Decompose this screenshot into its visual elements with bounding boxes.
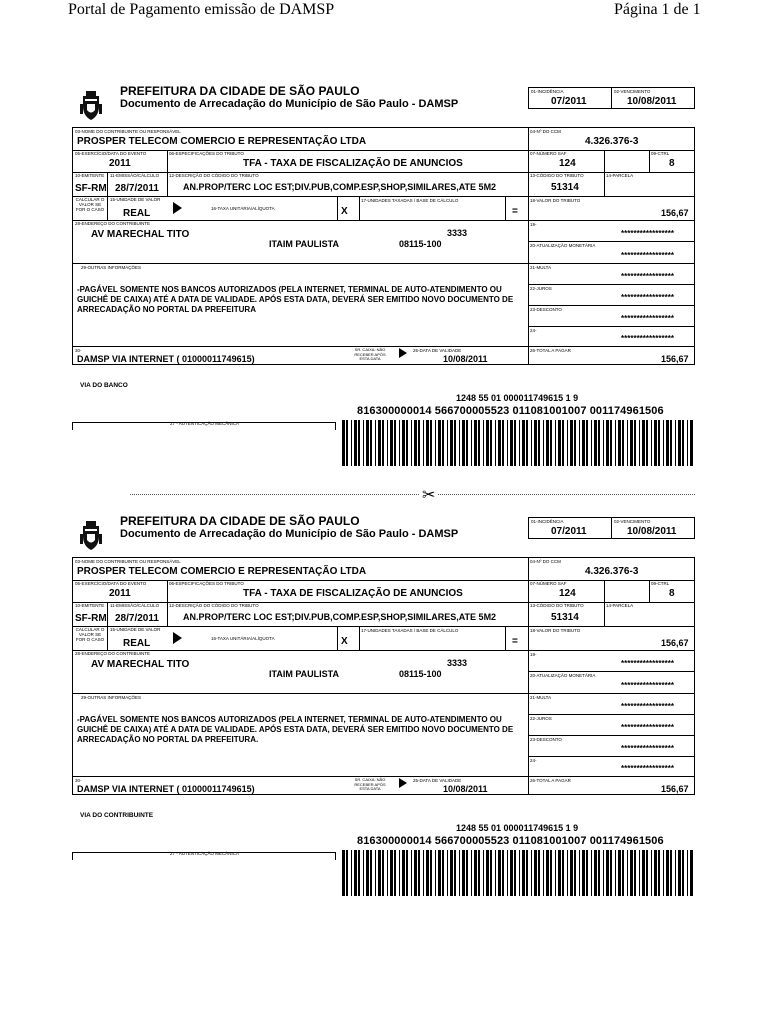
especificacoes-label: 06-ESPECIFICAÇÕES DO TRIBUTO	[169, 581, 244, 586]
ctrl-label: 09-CTRL	[651, 581, 670, 586]
cut-line	[130, 494, 695, 495]
caixa-label: SR. CAIXA: NÃO RECEBER APÓS ESTA DATA	[354, 347, 386, 361]
caixa-label: SR. CAIXA: NÃO RECEBER APÓS ESTA DATA	[354, 777, 386, 791]
vencimento-value: 10/08/2011	[627, 96, 677, 107]
document-subtitle: Documento de Arrecadação do Município de São Paulo - DAMSP	[120, 98, 459, 110]
equals-sign: =	[512, 206, 518, 217]
ccm-value: 4.326.376-3	[585, 136, 639, 147]
emissao-value: 28/7/2011	[115, 183, 159, 194]
total-label: 26-TOTAL A PAGAR	[530, 778, 571, 783]
multa-value: *****************	[621, 702, 674, 711]
page-title: Portal de Pagamento emissão de DAMSP	[68, 1, 335, 18]
descricao-label: 12-DESCRIÇÃO DO CÓDIGO DO TRIBUTO	[169, 173, 259, 178]
field-19-label: 19-	[530, 652, 537, 657]
ctrl-value: 8	[669, 158, 675, 169]
barcode	[340, 420, 695, 466]
bairro-value: ITAIM PAULISTA	[269, 239, 339, 249]
desconto-value: *****************	[621, 314, 674, 323]
desconto-label: 23-DESCONTO	[530, 737, 562, 742]
outras-informacoes: -PAGÁVEL SOMENTE NOS BANCOS AUTORIZADOS (PELA INTERNET, TERMINAL DE AUTO-ATENDIMENTO OU GUICHÊ DE CAIXA) ATÉ A DATA DE VALIDADE. APÓS ESTA DATA, DEVERÁ SER EMITIDO NOVO DOCUMENTO DE ARRECADAÇÃO NO PORTAL DA PREFEITURA	[77, 285, 514, 314]
unidade-label: 15-UNIDADE DE VALOR	[110, 627, 161, 632]
nome-label: 03-NOME DO CONTRIBUINTE OU RESPONSÁVEL	[75, 129, 181, 134]
desconto-label: 23-DESCONTO	[530, 307, 562, 312]
multa-value: *****************	[621, 272, 674, 281]
emissao-label: 11-EMISSÃO/CÁLCULO	[110, 603, 160, 608]
calcular-label: CALCULAR O VALOR SE FOR O CASO	[75, 197, 105, 212]
taxa-label: 16-TAXA UNITÁRIA/ALÍQUOTA	[211, 206, 275, 211]
outras-informacoes: -PAGÁVEL SOMENTE NOS BANCOS AUTORIZADOS (PELA INTERNET, TERMINAL DE AUTO-ATENDIMENTO OU GUICHÊ DE CAIXA) ATÉ A DATA DE VALIDADE. APÓS ESTA DATA, DEVERÁ SER EMITIDO NOVO DOCUMENTO DE ARRECADAÇÃO NO PORTAL DA PREFEITURA.	[77, 715, 514, 744]
ctrl-label: 09-CTRL	[651, 151, 670, 156]
especificacoes-value: TFA - TAXA DE FISCALIZAÇÃO DE ANUNCIOS	[243, 588, 463, 599]
endereco-label: 28-ENDEREÇO DO CONTRIBUINTE	[75, 651, 151, 656]
unidades-label: 17-UNIDADES TAXADAS / BASE DE CÁLCULO	[361, 628, 459, 633]
multa-label: 21-MULTA	[530, 265, 552, 270]
calcular-label: CALCULAR O VALOR SE FOR O CASO	[75, 627, 105, 642]
juros-label: 22-JUROS	[530, 716, 552, 721]
ccm-label: 04-Nº DO CCM	[530, 559, 561, 564]
juros-value: *****************	[621, 293, 674, 302]
vencimento-label: 02-VENCIMENTO	[614, 519, 651, 524]
document-subtitle: Documento de Arrecadação do Município de São Paulo - DAMSP	[120, 528, 459, 540]
juros-label: 22-JUROS	[530, 286, 552, 291]
slip-contributor	[0, 512, 768, 972]
especificacoes-label: 06-ESPECIFICAÇÕES DO TRIBUTO	[169, 151, 244, 156]
codigo-label: 13-CÓDIGO DO TRIBUTO	[530, 173, 584, 178]
nome-value: PROSPER TELECOM COMERCIO E REPRESENTAÇÃO LTDA	[77, 566, 367, 577]
numero-endereco: 3333	[447, 658, 468, 668]
scissors-icon: ✂	[422, 487, 436, 504]
mult-sign: X	[341, 206, 348, 217]
incidencia-label: 01-INCIDÊNCIA	[531, 519, 564, 524]
field-19-label: 19-	[530, 222, 537, 227]
atualizacao-label: 20-ATUALIZAÇÃO MONETÁRIA	[530, 243, 596, 248]
document-title: PREFEITURA DA CIDADE DE SÃO PAULO	[120, 84, 360, 98]
exercicio-value: 2011	[109, 588, 131, 599]
atualizacao-value: *****************	[621, 251, 674, 260]
numero-saf-label: 07-NÚMERO SAF	[530, 151, 567, 156]
numero-endereco: 3333	[447, 228, 468, 238]
taxa-label: 16-TAXA UNITÁRIA/ALÍQUOTA	[211, 636, 275, 641]
multa-label: 21-MULTA	[530, 695, 552, 700]
numero-saf-value: 124	[559, 158, 576, 169]
descricao-label: 12-DESCRIÇÃO DO CÓDIGO DO TRIBUTO	[169, 603, 259, 608]
field-24-label: 24-	[530, 758, 537, 763]
slip-bank	[0, 82, 768, 542]
atualizacao-value: *****************	[621, 681, 674, 690]
parcela-label: 14-PARCELA	[606, 173, 634, 178]
unidade-value: REAL	[123, 208, 151, 219]
incidencia-value: 07/2011	[551, 526, 587, 537]
desconto-value: *****************	[621, 744, 674, 753]
authentication-label: 27 - AUTENTICAÇÃO MECÂNICA	[170, 421, 240, 426]
field-24-label: 24-	[530, 328, 537, 333]
city-crest-icon	[78, 90, 104, 122]
ccm-value: 4.326.376-3	[585, 566, 639, 577]
field-24-value: *****************	[621, 764, 674, 773]
codigo-label: 13-CÓDIGO DO TRIBUTO	[530, 603, 584, 608]
document-title: PREFEITURA DA CIDADE DE SÃO PAULO	[120, 514, 360, 528]
valor-value: 156,67	[661, 638, 689, 648]
emissao-value: 28/7/2011	[115, 613, 159, 624]
especificacoes-value: TFA - TAXA DE FISCALIZAÇÃO DE ANUNCIOS	[243, 158, 463, 169]
reference-code: 1248 55 01 000011749615 1 9	[456, 823, 579, 833]
descricao-value: AN.PROP/TERC LOC EST;DIV.PUB,COMP.ESP,SHOP,SIMILARES,ATE 5M2	[183, 612, 497, 622]
via-label: VIA DO BANCO	[80, 382, 128, 389]
nome-value: PROSPER TELECOM COMERCIO E REPRESENTAÇÃO LTDA	[77, 136, 367, 147]
juros-value: *****************	[621, 723, 674, 732]
field-24-value: *****************	[621, 334, 674, 343]
field-19-value: *****************	[621, 659, 674, 668]
emissao-label: 11-EMISSÃO/CÁLCULO	[110, 173, 160, 178]
play-arrow-icon	[173, 632, 182, 644]
parcela-label: 14-PARCELA	[606, 603, 634, 608]
numero-saf-value: 124	[559, 588, 576, 599]
validade-label: 25-DATA DE VALIDADE	[413, 348, 462, 353]
codigo-value: 51314	[551, 182, 579, 193]
play-arrow-icon	[173, 202, 182, 214]
vencimento-label: 02-VENCIMENTO	[614, 89, 651, 94]
emitente-label: 10-EMITENTE	[75, 173, 105, 178]
play-arrow-icon	[399, 778, 407, 788]
incidencia-label: 01-INCIDÊNCIA	[531, 89, 564, 94]
reference-code: 1248 55 01 000011749615 1 9	[456, 393, 579, 403]
unidade-label: 15-UNIDADE DE VALOR	[110, 197, 161, 202]
numero-saf-label: 07-NÚMERO SAF	[530, 581, 567, 586]
authentication-label: 27 - AUTENTICAÇÃO MECÂNICA	[170, 851, 240, 856]
field-30-label: 30-	[75, 348, 82, 353]
emitente-label: 10-EMITENTE	[75, 603, 105, 608]
via-label: VIA DO CONTRIBUINTE	[80, 812, 154, 819]
outras-label: 29-OUTRAS INFORMAÇÕES	[81, 695, 142, 700]
date-box	[528, 87, 695, 109]
ctrl-value: 8	[669, 588, 675, 599]
digitable-line: 816300000014 566700005523 011081001007 001174961506	[357, 835, 664, 847]
nome-label: 03-NOME DO CONTRIBUINTE OU RESPONSÁVEL	[75, 559, 181, 564]
valor-value: 156,67	[661, 208, 689, 218]
emitente-value: SF-RM	[75, 183, 107, 194]
cep-value: 08115-100	[399, 239, 442, 249]
endereco-label: 28-ENDEREÇO DO CONTRIBUINTE	[75, 221, 151, 226]
incidencia-value: 07/2011	[551, 96, 587, 107]
total-value: 156,67	[661, 354, 689, 364]
atualizacao-label: 20-ATUALIZAÇÃO MONETÁRIA	[530, 673, 596, 678]
date-box	[528, 517, 695, 539]
equals-sign: =	[512, 636, 518, 647]
barcode	[340, 850, 695, 896]
page-header	[0, 0, 768, 24]
exercicio-label: 05-EXERCÍCIO/DATA DO EVENTO	[75, 581, 147, 586]
cep-value: 08115-100	[399, 669, 442, 679]
city-crest-icon	[78, 520, 104, 552]
emitente-value: SF-RM	[75, 613, 107, 624]
validade-label: 25-DATA DE VALIDADE	[413, 778, 462, 783]
vencimento-value: 10/08/2011	[627, 526, 677, 537]
damsp-value: DAMSP VIA INTERNET ( 01000011749615)	[77, 784, 255, 794]
damsp-value: DAMSP VIA INTERNET ( 01000011749615)	[77, 354, 255, 364]
total-value: 156,67	[661, 784, 689, 794]
bairro-value: ITAIM PAULISTA	[269, 669, 339, 679]
exercicio-label: 05-EXERCÍCIO/DATA DO EVENTO	[75, 151, 147, 156]
valor-label: 18-VALOR DO TRIBUTO	[530, 198, 581, 203]
validade-value: 10/08/2011	[443, 354, 488, 364]
payment-form	[72, 127, 695, 365]
unidades-label: 17-UNIDADES TAXADAS / BASE DE CÁLCULO	[361, 198, 459, 203]
digitable-line: 816300000014 566700005523 011081001007 001174961506	[357, 405, 664, 417]
field-30-label: 30-	[75, 778, 82, 783]
valor-label: 18-VALOR DO TRIBUTO	[530, 628, 581, 633]
payment-form	[72, 557, 695, 795]
endereco-value: AV MARECHAL TITO	[91, 659, 190, 670]
ccm-label: 04-Nº DO CCM	[530, 129, 561, 134]
play-arrow-icon	[399, 348, 407, 358]
endereco-value: AV MARECHAL TITO	[91, 229, 190, 240]
page-number: Página 1 de 1	[614, 1, 701, 18]
codigo-value: 51314	[551, 612, 579, 623]
validade-value: 10/08/2011	[443, 784, 488, 794]
field-19-value: *****************	[621, 229, 674, 238]
total-label: 26-TOTAL A PAGAR	[530, 348, 571, 353]
unidade-value: REAL	[123, 638, 151, 649]
outras-label: 29-OUTRAS INFORMAÇÕES	[81, 265, 142, 270]
mult-sign: X	[341, 636, 348, 647]
exercicio-value: 2011	[109, 158, 131, 169]
descricao-value: AN.PROP/TERC LOC EST;DIV.PUB,COMP.ESP,SHOP,SIMILARES,ATE 5M2	[183, 182, 497, 192]
